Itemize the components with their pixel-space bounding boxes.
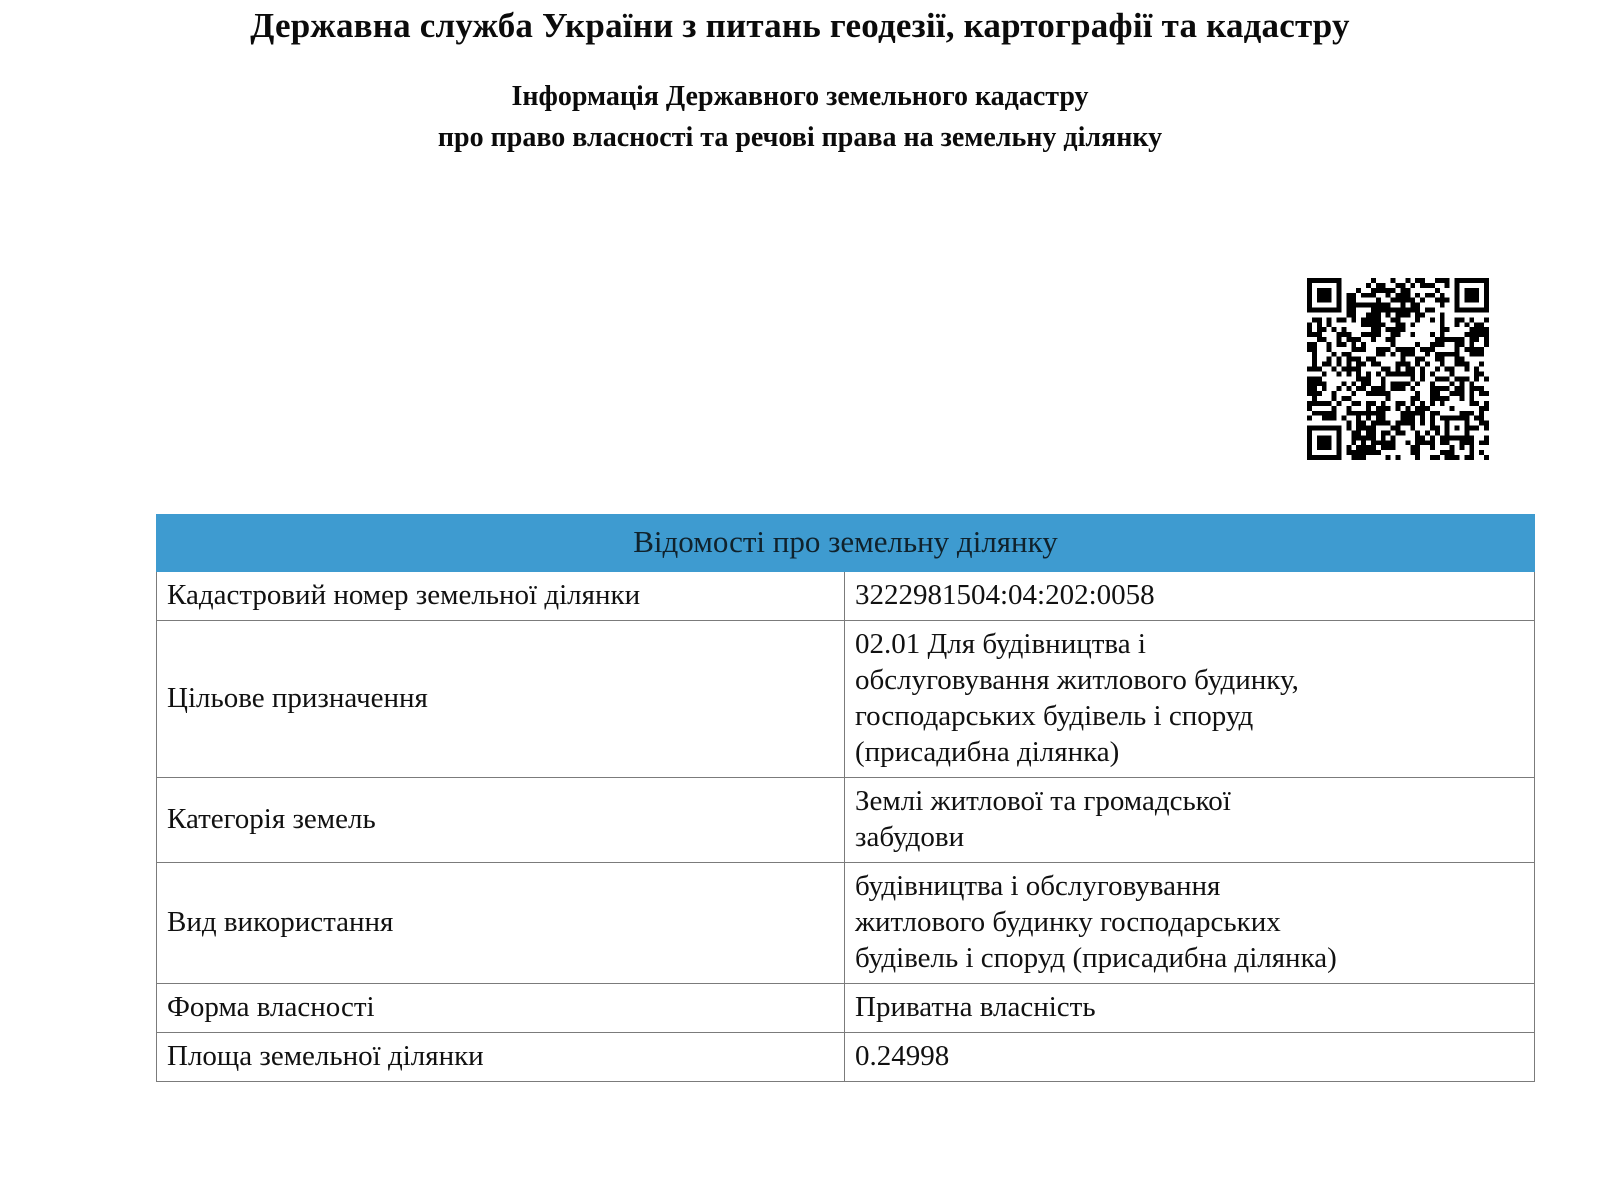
table-row-label: Вид використання xyxy=(157,863,845,984)
table-row-value-line: будівель і споруд (присадибна ділянка) xyxy=(855,942,1337,974)
table-row xyxy=(157,621,1535,778)
page-subtitle-line-1: Інформація Державного земельного кадастру xyxy=(511,81,1089,112)
table-row-label: Категорія земель xyxy=(157,778,845,863)
page-subtitle-line-2: про право власності та речові права на земельну ділянку xyxy=(437,122,1163,153)
qr-code xyxy=(1307,278,1489,460)
table-row-value xyxy=(845,572,1535,621)
table-row xyxy=(157,863,1535,984)
table-row-value xyxy=(845,778,1535,863)
table-row xyxy=(157,778,1535,863)
table-row-value-line: 0.24998 xyxy=(855,1040,950,1072)
table-row-value-line: 3222981504:04:202:0058 xyxy=(855,579,1155,611)
table-row-value-line: обслуговування житлового будинку, xyxy=(855,664,1299,696)
page-bottom-edge xyxy=(0,1186,1600,1200)
table-row-value xyxy=(845,621,1535,778)
table-row xyxy=(157,984,1535,1033)
page-title: Державна служба України з питань геодезії, картографії та кадастру xyxy=(250,6,1350,45)
table-row-value-line: господарських будівель і споруд xyxy=(855,700,1254,732)
table-row-label: Форма власності xyxy=(157,984,845,1033)
table-row-value-line: Приватна власність xyxy=(855,991,1096,1023)
table-row-label: Кадастровий номер земельної ділянки xyxy=(157,572,845,621)
table-row-value xyxy=(845,863,1535,984)
table-header: Відомості про земельну ділянку xyxy=(157,515,1535,572)
table-row xyxy=(157,1033,1535,1082)
table-body xyxy=(157,572,1535,1082)
qr-code-icon xyxy=(1307,278,1489,460)
table-row-value-line: забудови xyxy=(855,821,965,853)
table-row-label: Площа земельної ділянки xyxy=(157,1033,845,1082)
table-row-value-line: будівництва і обслуговування xyxy=(855,870,1221,902)
table-row-value-line: (присадибна ділянка) xyxy=(855,736,1120,768)
table-row-value xyxy=(845,984,1535,1033)
page-subtitle xyxy=(0,76,1600,158)
table-row-value-line: Землі житлової та громадської xyxy=(855,785,1231,817)
table-row-label: Цільове призначення xyxy=(157,621,845,778)
table-row-value-line: житлового будинку господарських xyxy=(855,906,1281,938)
table-row xyxy=(157,572,1535,621)
table-row-value xyxy=(845,1033,1535,1082)
land-parcel-table xyxy=(156,514,1534,1082)
table-row-value-line: 02.01 Для будівництва і xyxy=(855,628,1146,660)
